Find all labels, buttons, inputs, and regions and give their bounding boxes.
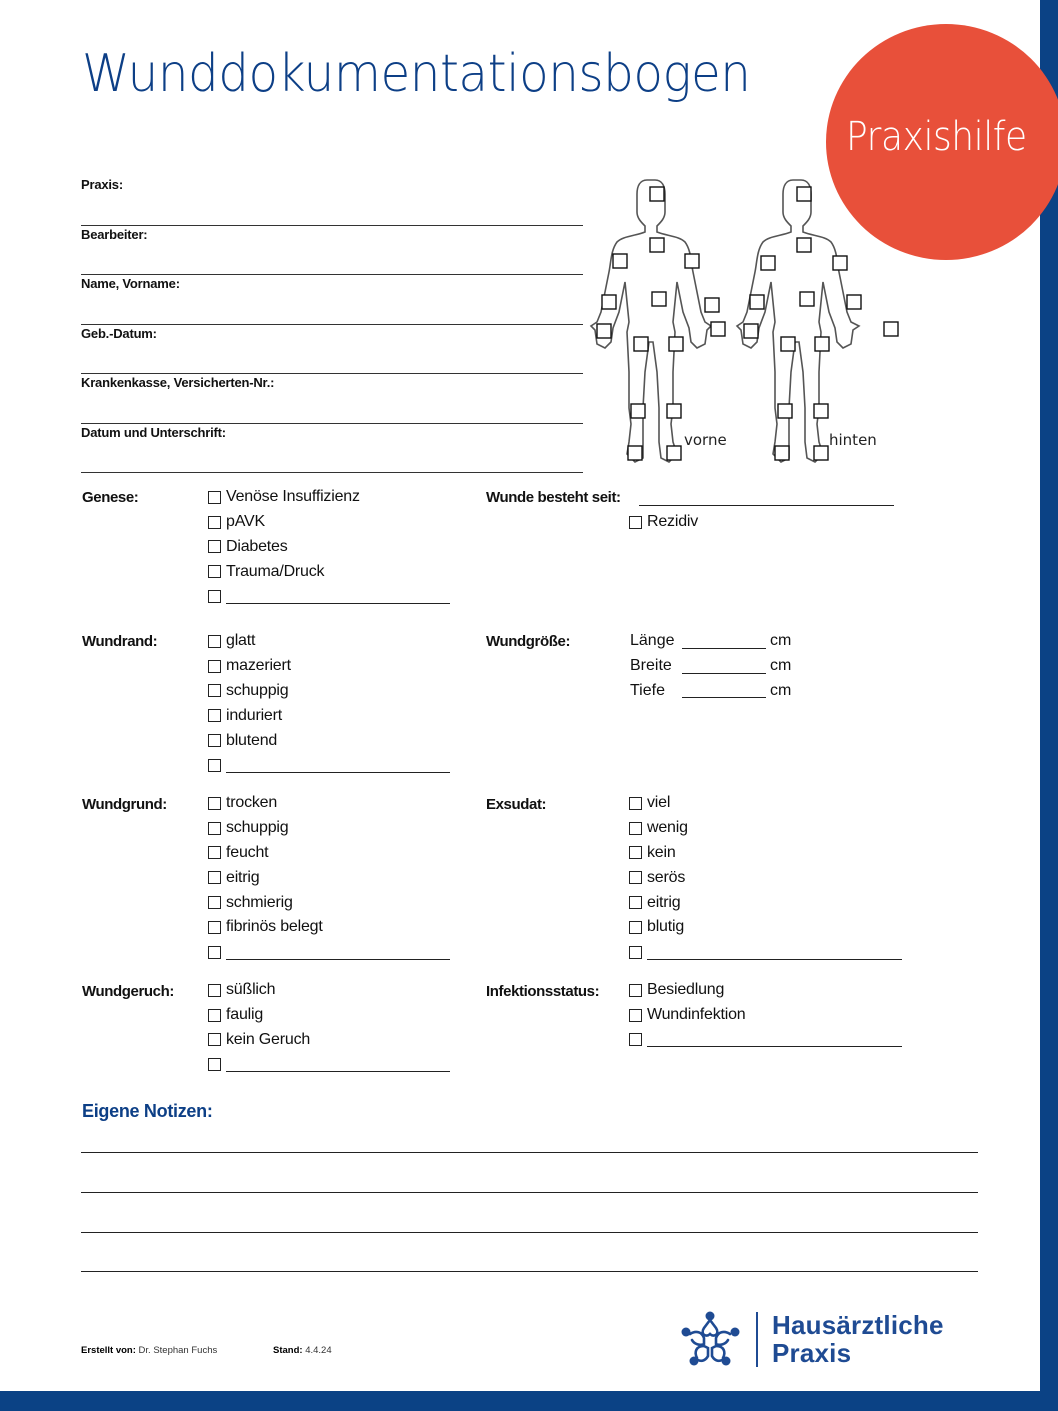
body-front-outline [591, 180, 711, 462]
location-box-front-chest[interactable] [650, 238, 664, 252]
exsudat-other-input[interactable] [647, 945, 902, 960]
location-box-front-abdomen[interactable] [652, 292, 666, 306]
checkbox-icon[interactable] [629, 1009, 642, 1022]
location-box-back-head[interactable] [797, 187, 811, 201]
checkbox-wundgeruch-faulig[interactable]: faulig [208, 1003, 450, 1028]
location-box-front-shin-right[interactable] [631, 404, 645, 418]
checkbox-genese-pavk[interactable]: pAVK [208, 510, 450, 535]
checkbox-exsudat-blutig[interactable]: blutig [629, 915, 902, 940]
field-label: Name, Vorname: [81, 276, 180, 291]
field-datum-unterschrift[interactable] [81, 424, 583, 474]
section-label-wundgrund: Wundgrund: [82, 796, 167, 813]
field-bearbeiter[interactable] [81, 226, 583, 276]
checkbox-infektionsstatus-wundinfektion[interactable]: Wundinfektion [629, 1003, 902, 1028]
checkbox-icon[interactable] [208, 1033, 221, 1046]
notes-line[interactable] [81, 1271, 978, 1272]
checkbox-icon[interactable] [208, 709, 221, 722]
infektionsstatus-other-input[interactable] [647, 1032, 902, 1047]
field-geb-datum[interactable] [81, 325, 583, 375]
location-box-back-forearm-left[interactable] [750, 295, 764, 309]
field-label: Krankenkasse, Versicherten-Nr.: [81, 375, 275, 390]
checkbox-wundgrund-schuppig[interactable]: schuppig [208, 816, 450, 841]
checkbox-icon[interactable] [629, 1033, 642, 1046]
location-box-back-lower-back[interactable] [800, 292, 814, 306]
field-praxis[interactable] [81, 176, 583, 226]
location-box-front-hand-left[interactable] [711, 322, 725, 336]
checkbox-infektionsstatus-besiedlung[interactable]: Besiedlung [629, 978, 902, 1003]
rezidiv-options [629, 510, 698, 535]
notes-title: Eigene Notizen: [82, 1101, 213, 1121]
checkbox-icon[interactable] [208, 660, 221, 673]
checkbox-icon[interactable] [208, 822, 221, 835]
checkbox-icon[interactable] [208, 871, 221, 884]
wundgroesse-laenge: Länge cm [630, 632, 792, 650]
checkbox-icon[interactable] [208, 846, 221, 859]
wundgeruch-options [208, 978, 450, 1077]
wundgeruch-other-input[interactable] [226, 1057, 450, 1072]
checkbox-wundrand-schuppig[interactable]: schuppig [208, 679, 450, 704]
location-box-front-foot-right[interactable] [628, 446, 642, 460]
wundgroesse-breite: Breite cm [630, 657, 792, 675]
breite-input[interactable] [682, 659, 766, 674]
field-label: Datum und Unterschrift: [81, 424, 226, 440]
location-box-front-upper-arm-right[interactable] [613, 254, 627, 268]
genese-other-input[interactable] [226, 589, 450, 604]
checkbox-rezidiv[interactable]: Rezidiv [629, 510, 698, 535]
body-map [585, 172, 905, 472]
body-front-label: vorne [684, 431, 727, 449]
section-label-infektionsstatus: Infektionsstatus: [486, 983, 600, 1000]
praxishilfe-badge-label: Praxishilfe [846, 114, 1027, 160]
location-box-front-upper-arm-left[interactable] [685, 254, 699, 268]
wundgrund-options [208, 791, 450, 965]
wundrand-other-input[interactable] [226, 758, 450, 773]
checkbox-icon[interactable] [629, 921, 642, 934]
checkbox-icon[interactable] [208, 759, 221, 772]
checkbox-wundgrund-eitrig[interactable]: eitrig [208, 865, 450, 890]
infektionsstatus-options [629, 978, 902, 1052]
checkbox-genese-venoese-insuffizienz[interactable]: Venöse Insuffizienz [208, 485, 450, 510]
field-krankenkasse[interactable] [81, 374, 583, 424]
laenge-input[interactable] [682, 634, 766, 649]
checkbox-icon[interactable] [629, 822, 642, 835]
field-name-vorname[interactable] [81, 275, 583, 325]
checkbox-exsudat-wenig[interactable]: wenig [629, 816, 902, 841]
location-box-front-thigh-left[interactable] [669, 337, 683, 351]
notes-line[interactable] [81, 1152, 978, 1153]
notes-line[interactable] [81, 1232, 978, 1233]
checkbox-wundgeruch-kein-geruch[interactable]: kein Geruch [208, 1028, 450, 1053]
checkbox-exsudat-kein[interactable]: kein [629, 841, 902, 866]
location-box-front-hand-right[interactable] [597, 324, 611, 338]
location-box-back-forearm-right[interactable] [847, 295, 861, 309]
location-box-back-upper-arm-left[interactable] [761, 256, 775, 270]
checkbox-icon[interactable] [208, 1058, 221, 1071]
tiefe-input[interactable] [682, 683, 766, 698]
location-box-back-upper-back[interactable] [797, 238, 811, 252]
checkbox-icon[interactable] [208, 734, 221, 747]
checkbox-icon[interactable] [208, 565, 221, 578]
wundgroesse-tiefe: Tiefe cm [630, 681, 792, 699]
location-box-back-foot-right[interactable] [814, 446, 828, 460]
section-label-wundgroesse: Wundgröße: [486, 633, 571, 650]
logo-divider [756, 1312, 758, 1367]
logo-text: Hausärztliche Praxis [772, 1310, 944, 1368]
checkbox-icon[interactable] [208, 946, 221, 959]
location-box-back-upper-arm-right[interactable] [833, 256, 847, 270]
checkbox-infektionsstatus-other[interactable] [629, 1028, 902, 1053]
checkbox-genese-trauma-druck[interactable]: Trauma/Druck [208, 559, 450, 584]
body-back-outline [737, 180, 859, 462]
checkbox-icon[interactable] [208, 896, 221, 909]
checkbox-icon[interactable] [629, 871, 642, 884]
checkbox-genese-diabetes[interactable]: Diabetes [208, 535, 450, 560]
footer-created-by: Erstellt von: Dr. Stephan Fuchs [81, 1345, 218, 1356]
checkbox-icon[interactable] [629, 797, 642, 810]
location-box-back-extra[interactable] [884, 322, 898, 336]
checkbox-wundgrund-other[interactable] [208, 940, 450, 965]
checkbox-exsudat-other[interactable] [629, 940, 902, 965]
checkbox-icon[interactable] [208, 590, 221, 603]
checkbox-wundgrund-schmierig[interactable]: schmierig [208, 890, 450, 915]
checkbox-wundgrund-trocken[interactable]: trocken [208, 791, 450, 816]
checkbox-wundgrund-fibrinoes-belegt[interactable]: fibrinös belegt [208, 915, 450, 940]
checkbox-icon[interactable] [629, 846, 642, 859]
section-label-wunde-besteht-seit: Wunde besteht seit: [486, 489, 621, 506]
location-box-front-shin-left[interactable] [667, 404, 681, 418]
section-label-wundrand: Wundrand: [82, 633, 158, 650]
checkbox-exsudat-seroes[interactable]: serös [629, 865, 902, 890]
wunde-besteht-seit-input[interactable] [639, 491, 894, 506]
checkbox-icon[interactable] [629, 984, 642, 997]
location-box-front-forearm-left[interactable] [705, 298, 719, 312]
checkbox-icon[interactable] [208, 1009, 221, 1022]
location-box-front-foot-left[interactable] [667, 446, 681, 460]
checkbox-wundgeruch-other[interactable] [208, 1052, 450, 1077]
exsudat-options [629, 791, 902, 965]
checkbox-icon[interactable] [208, 684, 221, 697]
checkbox-wundrand-induriert[interactable]: induriert [208, 703, 450, 728]
location-box-back-calf-right[interactable] [814, 404, 828, 418]
patient-fields [81, 176, 583, 473]
location-box-back-foot-left[interactable] [775, 446, 789, 460]
location-box-back-thigh-right[interactable] [815, 337, 829, 351]
location-box-front-thigh-right[interactable] [634, 337, 648, 351]
checkbox-icon[interactable] [208, 491, 221, 504]
checkbox-wundrand-blutend[interactable]: blutend [208, 728, 450, 753]
checkbox-icon[interactable] [208, 635, 221, 648]
body-back-label: hinten [829, 431, 877, 449]
checkbox-wundgrund-feucht[interactable]: feucht [208, 841, 450, 866]
footer-stand: Stand: 4.4.24 [273, 1345, 332, 1356]
brand-bottom-bar [0, 1391, 1058, 1411]
checkbox-icon[interactable] [208, 540, 221, 553]
section-label-wundgeruch: Wundgeruch: [82, 983, 174, 1000]
checkbox-genese-other[interactable] [208, 584, 450, 609]
wundrand-options [208, 629, 450, 778]
checkbox-icon[interactable] [208, 921, 221, 934]
checkbox-wundrand-glatt[interactable]: glatt [208, 629, 450, 654]
wundgroesse-rows [630, 629, 791, 703]
checkbox-icon[interactable] [629, 946, 642, 959]
location-box-front-head[interactable] [650, 187, 664, 201]
checkbox-wundrand-mazeriert[interactable]: mazeriert [208, 654, 450, 679]
hausarzt-logo-icon [680, 1310, 742, 1370]
checkbox-icon[interactable] [629, 896, 642, 909]
checkbox-wundrand-other[interactable] [208, 753, 450, 778]
section-label-exsudat: Exsudat: [486, 796, 547, 813]
location-box-back-calf-left[interactable] [778, 404, 792, 418]
checkbox-exsudat-viel[interactable]: viel [629, 791, 902, 816]
checkbox-icon[interactable] [208, 984, 221, 997]
genese-options [208, 485, 450, 609]
checkbox-icon[interactable] [629, 516, 642, 529]
section-label-genese: Genese: [82, 489, 139, 506]
wundgrund-other-input[interactable] [226, 945, 450, 960]
checkbox-wundgeruch-suesslich[interactable]: süßlich [208, 978, 450, 1003]
location-box-back-thigh-left[interactable] [781, 337, 795, 351]
page-title: Wunddokumentationsbogen [82, 44, 751, 104]
field-label: Bearbeiter: [81, 226, 148, 242]
field-label: Praxis: [81, 177, 123, 192]
checkbox-exsudat-eitrig[interactable]: eitrig [629, 890, 902, 915]
location-box-front-forearm-right[interactable] [602, 295, 616, 309]
field-label: Geb.-Datum: [81, 325, 157, 341]
checkbox-icon[interactable] [208, 516, 221, 529]
notes-line[interactable] [81, 1192, 978, 1193]
location-box-back-hand-left[interactable] [744, 324, 758, 338]
checkbox-icon[interactable] [208, 797, 221, 810]
